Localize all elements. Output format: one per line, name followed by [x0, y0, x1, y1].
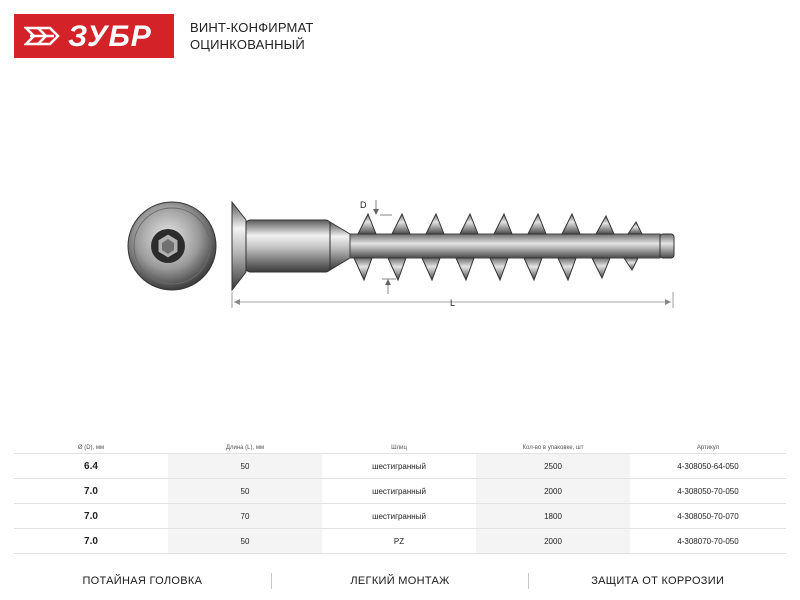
product-title-line1: ВИНТ-КОНФИРМАТ — [190, 20, 314, 35]
table-row — [14, 504, 786, 529]
product-title-line2: ОЦИНКОВАННЫЙ — [190, 37, 305, 52]
table-row — [14, 529, 786, 554]
table-row — [14, 479, 786, 504]
feature-easy-installation: ЛЕГКИЙ МОНТАЖ — [350, 575, 450, 587]
feature-corrosion-protection: ЗАЩИТА ОТ КОРРОЗИИ — [591, 575, 725, 587]
cell-quantity: 1800 — [476, 504, 630, 529]
brand-logo-text: ЗУБР — [68, 20, 152, 53]
cell-diameter: 7.0 — [14, 479, 168, 504]
spec-table-header — [14, 443, 786, 454]
cell-length: 50 — [168, 529, 322, 554]
cell-article: 4-308050-64-050 — [630, 454, 786, 479]
cell-length: 70 — [168, 504, 322, 529]
diameter-label: D — [360, 200, 367, 210]
spec-table — [14, 443, 786, 554]
cell-article: 4-308050-70-050 — [630, 479, 786, 504]
header-quantity: Кол-во в упаковке, шт — [522, 445, 584, 451]
cell-diameter: 7.0 — [14, 504, 168, 529]
cell-slot: шестигранный — [322, 454, 476, 479]
cell-quantity: 2000 — [476, 479, 630, 504]
cell-diameter: 7.0 — [14, 529, 168, 554]
cell-quantity: 2000 — [476, 529, 630, 554]
cell-slot: шестигранный — [322, 504, 476, 529]
table-row — [14, 454, 786, 479]
cell-slot: PZ — [322, 529, 476, 554]
screw-head-end-view — [128, 202, 216, 290]
cell-length: 50 — [168, 479, 322, 504]
header-article: Артикул — [696, 445, 720, 451]
header-diameter: Ø (D), мм — [77, 445, 105, 451]
cell-article: 4-308050-70-070 — [630, 504, 786, 529]
header-length: Длина (L), мм — [225, 445, 265, 451]
cell-quantity: 2500 — [476, 454, 630, 479]
cell-slot: шестигранный — [322, 479, 476, 504]
header-slot: Шлиц — [391, 445, 407, 451]
cell-diameter: 6.4 — [14, 454, 168, 479]
cell-article: 4-308070-70-050 — [630, 529, 786, 554]
length-label: L — [450, 298, 456, 308]
screw-side-view — [232, 202, 674, 290]
features-bar — [14, 569, 786, 593]
feature-countersunk-head: ПОТАЙНАЯ ГОЛОВКА — [82, 575, 203, 587]
cell-length: 50 — [168, 454, 322, 479]
